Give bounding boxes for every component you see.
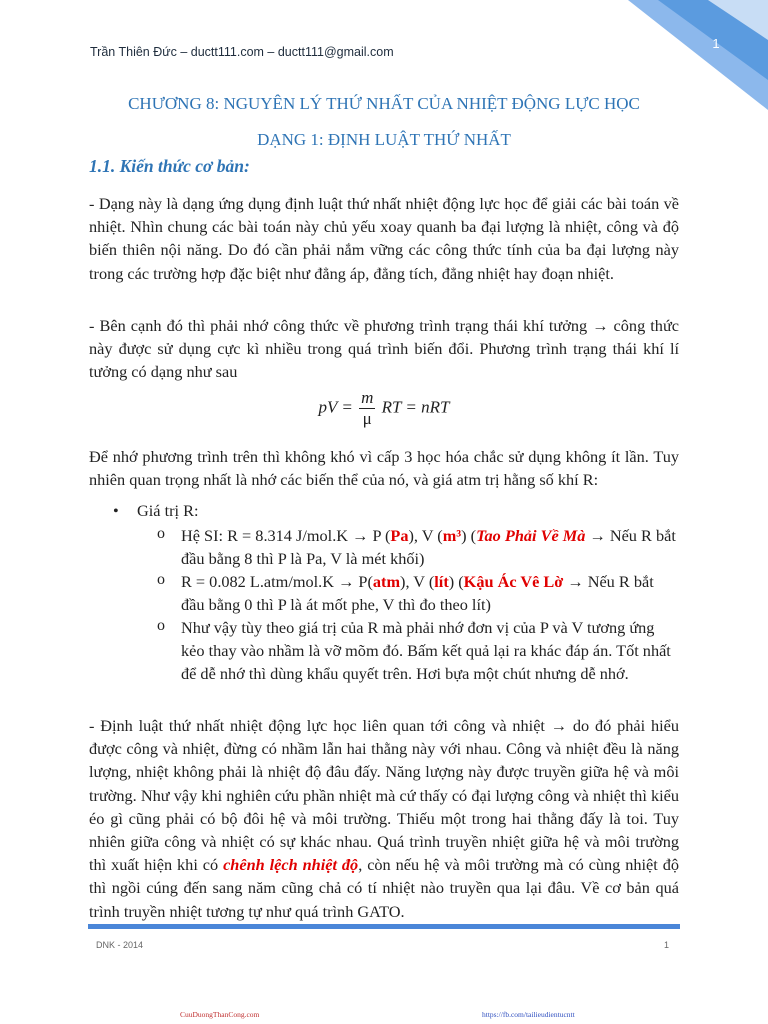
paragraph-4 [89, 714, 679, 923]
subitem-atm-b: ), V ( [400, 572, 435, 591]
subitem-marker: o [157, 571, 165, 588]
paragraph-4-emphasis: chênh lệch nhiệt độ [223, 855, 359, 875]
watermark-left: CuuDuongThanCong.com [180, 1010, 260, 1019]
footer-divider [88, 924, 680, 929]
subitem-atm-c: ) ( [448, 572, 464, 591]
chapter-title: CHƯƠNG 8: NGUYÊN LÝ THỨ NHẤT CỦA NHIỆT ĐỘNG LỰC HỌC [128, 94, 640, 113]
unit-m3: m³ [442, 526, 462, 545]
paragraph-4-b: , còn nếu hệ và môi trường mà có cùng nhiệt độ thì ngồi cúng đến sang năm cũng chả có tí nhiệt nào truyền qua lại đâu. Về cơ bản quá trình truyền nhiệt tương tự như quá trình GATO. [89, 855, 679, 921]
subitem-atm [181, 570, 678, 616]
mnemonic-si: Tao Phải Về Mà [476, 526, 586, 545]
formula-left: pV = [318, 397, 353, 417]
header-page-number: 1 [712, 36, 720, 51]
unit-atm: atm [372, 572, 401, 591]
formula-right: RT = nRT [381, 397, 450, 417]
section-title: DẠNG 1: ĐỊNH LUẬT THỨ NHẤT [257, 130, 511, 149]
ideal-gas-formula [0, 388, 768, 429]
subitem-si-c: ) ( [461, 526, 477, 545]
unit-pa: Pa [390, 526, 409, 545]
subitem-si-a: Hệ SI: R = 8.314 J/mol.K → P ( [181, 526, 391, 545]
unit-lit: lít [434, 572, 449, 591]
paragraph-3: Để nhớ phương trình trên thì không khó vì cấp 3 học hóa chắc sử dụng không ít lần. Tuy nhiên quan trọng nhất là nhớ các biến thể của nó, và giá atm trị hằng số khí R: [89, 447, 679, 490]
watermark-right: https://fb.com/tailieudientucntt [482, 1010, 575, 1019]
subitem-note: Như vậy tùy theo giá trị của R mà phải nhớ đơn vị của P và V tương ứng kẻo thay vào nhầm là vỡ mõm đó. Bấm kết quả lại ra khác đáp án. Tốt nhất để dễ nhớ thì dùng khẩu quyết trên. Hơi bựa một chút nhưng dễ nhớ. [181, 618, 671, 684]
paragraph-4-a: - Định luật thứ nhất nhiệt động lực học liên quan tới công và nhiệt → do đó phải hiểu được công và nhiệt, đừng có nhầm lẫn hai thằng này với nhau. Công và nhiệt đều là năng lượng, nhiệt không phải là nhiệt độ đâu đấy. Năng lượng này được truyền giữa hệ và môi trường. Như vậy khi nghiên cứu phần nhiệt mà cứ thấy có đại lượng công và nhiệt thì kiểu éo gì cũng phải có bộ đôi hệ và môi trường. Thiếu một trong hai thằng đấy là toi. Tuy nhiên giữa công và nhiệt có sự khác nhau. Quá trình truyền nhiệt giữa hệ và môi trường thì xuất hiện khi có [89, 716, 679, 875]
bullet-marker: • [113, 501, 119, 520]
paragraph-1: - Dạng này là dạng ứng dụng định luật thứ nhất nhiệt động lực học để giải các bài toán về nhiệt. Nhìn chung các bài toán này chủ yếu xoay quanh ba đại lượng là nhiệt, công và độ biến thiên nội năng. Do đó cần phải nắm vững các công thức tính của ba đại lượng này trong các trường hợp đặc biệt như đẳng áp, đẳng tích, đẳng nhiệt hay đoạn nhiệt. [89, 194, 679, 283]
page-header: Trần Thiên Đức – ductt111.com – ductt111@gmail.com [90, 45, 394, 59]
footer-left-text: DNK - 2014 [96, 940, 144, 950]
paragraph-2: - Bên cạnh đó thì phải nhớ công thức về phương trình trạng thái khí tưởng → công thức này được sử dụng cực kì nhiều trong quá trình biến đổi. Phương trình trạng thái khí lí tưởng có dạng như sau [89, 316, 679, 382]
subitem-atm-d: → Nếu R bắt đầu bằng 0 thì P là át mốt phe, V thì đo theo lít) [181, 572, 654, 615]
formula-denominator: μ [362, 409, 372, 428]
subitem-si-d: → Nếu R bắt đầu bằng 8 thì P là Pa, V là mét khối) [181, 526, 676, 569]
bullet-label: Giá trị R: [137, 501, 199, 520]
subitem-si-b: ), V ( [408, 526, 443, 545]
subitem-atm-a: R = 0.082 L.atm/mol.K → P( [181, 572, 373, 591]
formula-fraction [359, 388, 375, 429]
mnemonic-atm: Kậu Ác Vê Lờ [463, 572, 564, 591]
subitem-marker: o [157, 617, 165, 634]
subitem-marker: o [157, 525, 165, 542]
formula-numerator: m [361, 388, 374, 407]
subitem-si [181, 524, 678, 570]
subsection-heading: 1.1. Kiến thức cơ bản: [89, 156, 250, 176]
footer-page-number: 1 [664, 940, 670, 950]
